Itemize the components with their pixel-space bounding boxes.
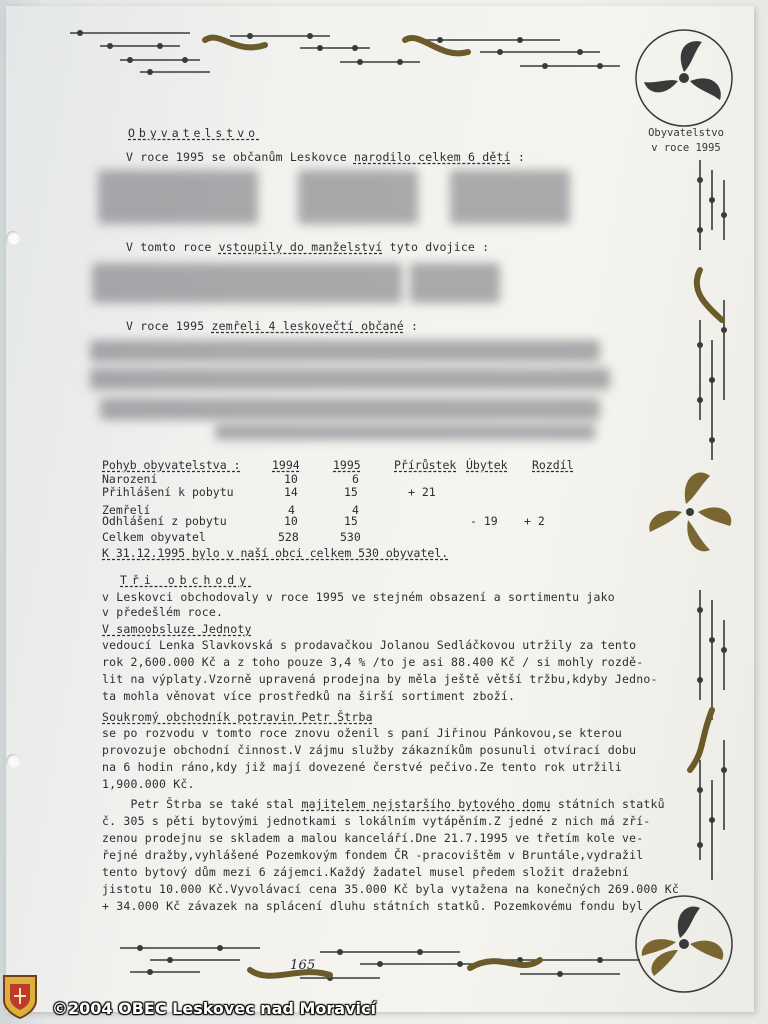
shops-title: Tři obchody — [120, 573, 252, 587]
strba-line — [102, 797, 665, 811]
jednota-line: rok 2,600.000 Kč a z toho pouze 3,4 % /to je asi 88.400 Kč / si mohly rozdě- — [102, 655, 644, 669]
row-difference: + 2 — [524, 514, 545, 528]
population-summary: K 31.12.1995 bylo v naší obci celkem 530 obyvatel. — [102, 546, 449, 560]
private-shop-line: 1,900.000 Kč. — [102, 777, 195, 791]
strba-paragraph-line: řejné dražby,vyhlášené Pozemkovým fondem ČR -pracovištěm v Bruntále,vydražil — [102, 848, 644, 862]
marriages-colon: tyto dvojice : — [382, 240, 490, 254]
row-increase: + 21 — [408, 485, 436, 499]
row-1994: 528 — [278, 530, 299, 544]
jednota-line: ta mohla věnovat více prostředků na širší sortiment zboží. — [102, 689, 516, 703]
strba-paragraph-line: + 34.000 Kč závazek na splácení dluhu státních statků. Pozemkovému fondu byl — [102, 899, 644, 913]
table-header-decrease: Úbytek — [466, 458, 508, 472]
flower-ornament-icon — [636, 30, 732, 126]
copyright-credit: ©2004 OBEC Leskovec nad Moravicí — [52, 999, 376, 1018]
jednota-line: lit na výplaty.Vzorně upravená prodejna by měla ještě větší tržbu,kdyby Jedno- — [102, 672, 658, 686]
table-header-increase: Přírůstek — [394, 458, 457, 472]
row-1995: 4 — [352, 503, 359, 517]
table-header-1994: 1994 — [272, 458, 300, 472]
section-title: Obyvatelstvo — [128, 126, 260, 140]
births-highlight: narodilo celkem 6 dětí — [353, 150, 511, 164]
table-header-1995: 1995 — [333, 458, 361, 472]
private-shop-title: Soukromý obchodník potravin Petr Štrba — [102, 710, 373, 724]
row-1995: 530 — [340, 530, 361, 544]
shops-intro-line: v Leskovci obchodovaly v roce 1995 ve stejném obsazení a sortimentu jako — [102, 590, 615, 604]
strba-text: Petr Štrba se také stal — [102, 797, 302, 811]
deaths-text: V roce 1995 — [126, 319, 212, 333]
deaths-colon: : — [403, 319, 419, 333]
jednota-title: V samoobsluze Jednoty — [102, 622, 252, 636]
births-colon: : — [510, 150, 525, 164]
strba-highlight: majitelem nejstaršího bytového domu — [301, 797, 551, 811]
row-1995: 15 — [344, 485, 358, 499]
private-shop-line: na 6 hodin ráno,kdy již mají dovezené čerstvé pečivo.Ze tento rok utržili — [102, 760, 623, 774]
births-line — [126, 150, 525, 164]
margin-note — [640, 126, 732, 156]
row-label: Odhlášení z pobytu — [102, 514, 227, 528]
shops-intro-line: v předešlém roce. — [102, 605, 224, 619]
row-1994: 10 — [284, 472, 298, 486]
strba-paragraph-line: jistotu 10.000 Kč.Vyvolávací cena 35.000 Kč byla vytažena na konečných 269.000 Kč — [102, 882, 680, 896]
deaths-highlight: zemřeli 4 leskovečtí občané — [211, 319, 404, 333]
jednota-line: vedoucí Lenka Slavkovská s prodavačkou Jolanou Sedláčkovou utržily za tento — [102, 638, 637, 652]
private-shop-line: provozuje obchodní činnost.V zájmu služby zákazníkům posunuli otvírací dobu — [102, 743, 637, 757]
births-text: V roce 1995 se občanům Leskovce — [126, 150, 354, 164]
row-1995: 6 — [352, 472, 359, 486]
strba-text-end: státních statků — [550, 797, 665, 811]
margin-note-line: Obyvatelstvo — [648, 127, 724, 139]
marriages-highlight: vstoupily do manželství — [218, 240, 383, 254]
marriages-text: V tomto roce — [126, 240, 219, 254]
page-number: 165 — [290, 958, 316, 973]
row-1994: 14 — [284, 485, 298, 499]
row-label: Celkem obyvatel — [102, 530, 206, 544]
row-1994: 4 — [288, 503, 295, 517]
deaths-line — [126, 319, 418, 333]
flower-ornament-icon — [649, 472, 731, 551]
coat-of-arms-icon — [2, 974, 38, 1020]
table-header-difference: Rozdíl — [532, 458, 574, 472]
strba-paragraph-line: zenou prodejnu se skladem a malou kanceláří.Dne 21.7.1995 ve třetím kole ve- — [102, 831, 644, 845]
row-1994: 10 — [284, 514, 298, 528]
strba-paragraph-line: č. 305 s pěti bytovými jednotkami s lokálním vytápěním.Z jedné z nich má zří- — [102, 814, 651, 828]
row-label: Přihlášení k pobytu — [102, 485, 234, 499]
marriages-line — [126, 240, 489, 254]
flower-ornament-icon — [636, 896, 732, 992]
row-decrease: - 19 — [470, 514, 498, 528]
strba-paragraph-line: tento bytový dům mezi 6 zájemci.Každý žadatel musel předem složit dražební — [102, 865, 630, 879]
row-label: Zemřelí — [102, 503, 151, 517]
margin-note-line: v roce 1995 — [651, 142, 721, 154]
row-1995: 15 — [344, 514, 358, 528]
private-shop-line: se po rozvodu v tomto roce znovu oženil s paní Jiřinou Pánkovou,se kterou — [102, 726, 623, 740]
table-header-label: Pohyb obyvatelstva : — [102, 458, 241, 472]
row-label: Narození — [102, 472, 158, 486]
